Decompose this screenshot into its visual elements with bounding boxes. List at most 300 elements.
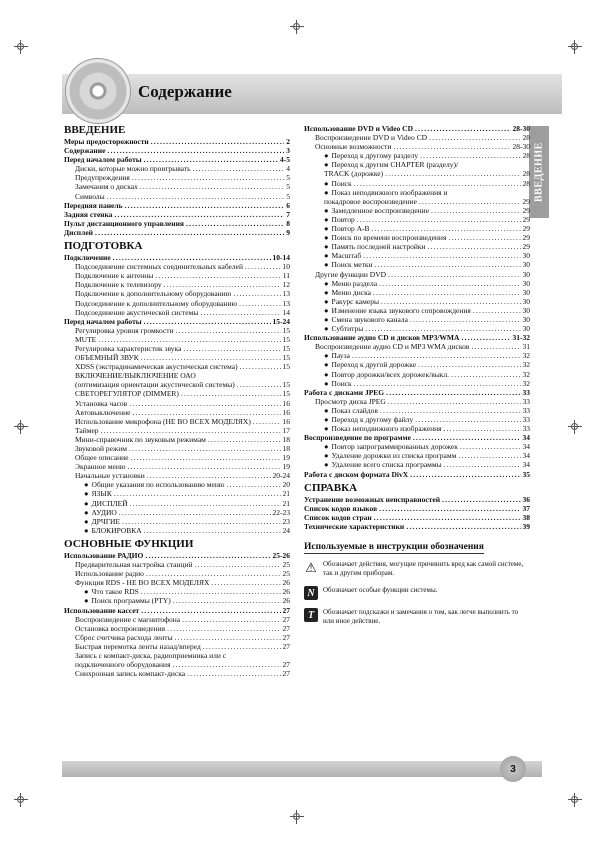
toc-entry-page: 30 [522, 287, 530, 297]
dot-leader [233, 289, 280, 298]
toc-entry[interactable] [304, 242, 530, 251]
registration-mark-mid-left [14, 420, 28, 434]
dot-leader [146, 569, 281, 578]
toc-entry-title: Показ неподвижного изображения [331, 424, 442, 434]
toc-entry-page: 15 [282, 343, 290, 353]
toc-entry[interactable] [64, 146, 290, 155]
dot-leader [132, 408, 280, 417]
toc-entry[interactable] [64, 317, 290, 326]
toc-entry[interactable] [64, 633, 290, 642]
toc-entry-page: 27 [282, 641, 290, 651]
toc-entry-page: 16 [282, 416, 290, 426]
toc-entry[interactable] [64, 435, 290, 444]
bullet-icon: ● [324, 369, 329, 379]
toc-entry-title: Экранное меню [75, 462, 126, 472]
toc-entry-title: Перед началом работы [64, 316, 142, 326]
toc-entry-page: 33 [522, 405, 530, 415]
toc-entry[interactable] [304, 315, 530, 324]
toc-entry[interactable] [64, 253, 290, 262]
toc-entry[interactable] [304, 397, 530, 406]
toc-entry[interactable] [304, 233, 530, 242]
toc-entry-title: ДИСПЛЕЙ [91, 498, 128, 508]
toc-entry-page: 15 [282, 389, 290, 399]
dot-leader [98, 335, 280, 344]
dot-leader [173, 596, 281, 605]
dot-leader [181, 389, 281, 398]
bullet-icon: ● [324, 278, 329, 288]
bullet-icon: ● [324, 224, 329, 234]
dot-leader [354, 179, 521, 188]
toc-entry[interactable] [64, 453, 290, 462]
toc-entry-page: 17 [282, 425, 290, 435]
toc-entry-page: 23 [282, 516, 290, 526]
dot-leader [129, 399, 280, 408]
toc-entry-title: MUTE [75, 334, 97, 344]
toc-entry-page: 31-32 [512, 333, 530, 343]
toc-entry[interactable] [64, 299, 290, 308]
toc-entry-page: 15 [282, 380, 290, 390]
legend [304, 531, 530, 626]
toc-entry[interactable] [64, 569, 290, 578]
toc-entry-title: Память последней настройки [331, 242, 426, 252]
bullet-icon: ● [324, 287, 329, 297]
toc-entry[interactable] [304, 388, 530, 397]
toc-entry-page: 32 [522, 369, 530, 379]
toc-entry[interactable] [304, 360, 530, 369]
toc-entry[interactable] [304, 279, 530, 288]
legend-item-text: Обозначает действия, могущие причинить вред как самой системе, так и другим приборам. [323, 560, 524, 578]
dot-leader [193, 164, 285, 173]
toc-entry-title: Запись с компакт-диска, радиоприемника или с [75, 650, 227, 660]
toc-entry-title: Переход к другому файлу [331, 415, 414, 424]
dot-leader [144, 526, 281, 535]
toc-entry-title: ОБЪЕМНЫЙ ЗВУК [75, 353, 139, 363]
dot-leader [113, 253, 271, 262]
toc-entry[interactable] [64, 389, 290, 398]
toc-entry[interactable] [64, 362, 290, 371]
toc-entry[interactable] [64, 289, 290, 298]
toc-entry[interactable] [64, 508, 290, 517]
toc-entry-title: Другие функции DVD [315, 269, 387, 279]
toc-entry-page: 29 [522, 242, 530, 252]
toc-entry[interactable] [64, 480, 290, 489]
dot-leader [187, 669, 280, 678]
page-number: 3 [500, 756, 526, 782]
toc-entry-page: 15 [282, 362, 290, 372]
toc-entry[interactable] [64, 262, 290, 271]
toc-entry-page: 28 [522, 133, 530, 143]
toc-entry[interactable] [64, 615, 290, 624]
toc-entry[interactable] [304, 142, 530, 151]
toc-entry-page: 19 [282, 453, 290, 463]
dot-leader [386, 388, 520, 397]
toc-entry[interactable] [64, 155, 290, 164]
toc-entry[interactable] [64, 596, 290, 605]
toc-entry-title: Пауза [331, 351, 350, 361]
toc-entry-page: 34 [522, 442, 530, 452]
toc-entry[interactable] [304, 169, 530, 178]
toc-entry-page: 14 [282, 307, 290, 317]
toc-entry[interactable] [304, 470, 530, 479]
dot-leader [354, 379, 521, 388]
toc-entry-title: Переход к другой дорожке [331, 360, 417, 370]
dot-leader [240, 362, 281, 371]
toc-entry-title: (оптимизация ориентации акустической системы) [75, 380, 235, 390]
dot-leader [164, 280, 281, 289]
toc-entry[interactable] [64, 280, 290, 289]
bullet-icon: ● [324, 260, 329, 270]
toc-entry[interactable] [304, 251, 530, 260]
toc-entry[interactable] [64, 182, 290, 191]
toc-entry-title: Поиск метки [331, 260, 373, 270]
toc-entry-title: Удаление дорожки из списка программ [331, 451, 457, 461]
toc-entry-page: 12 [282, 280, 290, 290]
toc-entry[interactable] [304, 351, 530, 360]
toc-entry[interactable] [304, 288, 530, 297]
toc-entry[interactable] [304, 133, 530, 142]
toc-entry-title: Основные возможности [315, 142, 392, 152]
toc-entry[interactable] [304, 188, 530, 197]
toc-entry[interactable] [304, 306, 530, 315]
dot-leader [461, 333, 510, 342]
toc-entry[interactable] [304, 433, 530, 442]
toc-entry[interactable] [64, 669, 290, 678]
bullet-icon: ● [324, 187, 329, 197]
toc-entry-title: Содержание [64, 146, 106, 156]
dot-leader [95, 228, 284, 237]
toc-entry[interactable] [64, 624, 290, 633]
toc-entry[interactable] [304, 260, 530, 269]
toc-entry[interactable] [304, 379, 530, 388]
bullet-icon: ● [324, 460, 329, 470]
toc-entry-title: Меню диска [331, 287, 371, 297]
toc-entry-page: 10 [282, 262, 290, 272]
dot-leader [420, 151, 520, 160]
bullet-icon: ● [324, 205, 329, 215]
toc-entry[interactable] [304, 160, 530, 169]
toc-entry-title: XDSS (экстрадинамическая акустическая система) [75, 362, 238, 372]
legend-title: Используемые в инструкции обозначения [304, 543, 484, 554]
toc-entry[interactable] [64, 173, 290, 182]
toc-entry-page: 28 [522, 178, 530, 188]
toc-entry-page: 32 [522, 378, 530, 388]
toc-entry[interactable] [64, 551, 290, 560]
dot-leader [444, 460, 521, 469]
toc-entry-page: 36 [522, 494, 530, 504]
dot-leader [130, 499, 281, 508]
toc-entry-title: Символы [75, 191, 105, 201]
toc-entry-title: Воспроизведение DVD и Video CD [315, 133, 428, 143]
toc-entry[interactable] [64, 408, 290, 417]
toc-entry-page: 9 [286, 227, 290, 237]
side-tab [529, 126, 549, 218]
dot-leader [183, 344, 280, 353]
bullet-icon: ● [84, 507, 89, 517]
toc-entry[interactable] [64, 526, 290, 535]
toc-entry-title: Что такое RDS [91, 587, 139, 597]
toc-entry-title: Функция RDS - НЕ ВО ВСЕХ МОДЕЛЯХ [75, 578, 210, 588]
toc-entry[interactable] [304, 370, 530, 379]
toc-entry-page: 31 [522, 342, 530, 352]
toc-entry[interactable] [64, 426, 290, 435]
toc-entry[interactable] [64, 219, 290, 228]
toc-entry-page: 29 [522, 196, 530, 206]
header-band [62, 74, 562, 114]
bullet-icon: ● [324, 305, 329, 315]
toc-entry[interactable] [304, 333, 530, 342]
dot-leader [431, 206, 520, 215]
toc-entry-title: Повтор запрограммированных дорожек [331, 442, 458, 452]
toc-entry-page: 26 [282, 587, 290, 597]
toc-entry[interactable] [304, 504, 530, 513]
tip-icon: T [304, 608, 318, 622]
toc-entry-page: 25 [282, 569, 290, 579]
toc-entry[interactable] [64, 344, 290, 353]
section-heading: ВВЕДЕНИЕ [64, 124, 126, 136]
toc-entry-title: Использование радио [75, 569, 144, 579]
dot-leader [226, 480, 280, 489]
dot-leader [415, 124, 511, 133]
toc-entry[interactable] [64, 578, 290, 587]
toc-entry-title: Использование микрофона (НЕ ВО ВСЕХ МОДЕЛЯХ) [75, 416, 251, 426]
bullet-icon: ● [324, 160, 329, 170]
toc-entry-title: Предупреждения [75, 173, 130, 183]
dot-leader [415, 415, 520, 424]
page-title: Содержание [138, 82, 232, 101]
toc-entry[interactable] [64, 642, 290, 651]
bullet-icon: ● [84, 480, 89, 490]
toc-entry[interactable] [304, 151, 530, 160]
toc-entry-title: Задняя стенка [64, 209, 113, 219]
toc-entry[interactable] [304, 297, 530, 306]
dot-leader [458, 451, 520, 460]
toc-entry-title: Список кодов стран [304, 512, 372, 522]
toc-entry-title: Меню раздела [331, 278, 378, 288]
dot-leader [155, 271, 280, 280]
toc-entry[interactable] [64, 651, 290, 660]
toc-entry[interactable] [64, 399, 290, 408]
toc-entry-page: 18 [282, 434, 290, 444]
dot-leader [107, 192, 285, 201]
toc-entry[interactable] [304, 124, 530, 133]
dot-leader [365, 324, 520, 333]
dot-leader [410, 470, 520, 479]
toc-entry-title: Поиск программы (PTY) [91, 596, 171, 606]
toc-entry[interactable] [304, 424, 530, 433]
toc-entry-page: 16 [282, 398, 290, 408]
dot-leader [471, 342, 520, 351]
toc-entry-page: 30 [522, 260, 530, 270]
bullet-icon: ● [324, 296, 329, 306]
toc-entry-title: АУДИО [91, 507, 117, 517]
dot-leader [200, 308, 280, 317]
toc-entry-page: 5 [286, 191, 290, 201]
toc-entry[interactable] [64, 606, 290, 615]
toc-entry[interactable] [304, 215, 530, 224]
toc-entry[interactable] [64, 417, 290, 426]
toc-entry-page: 13 [282, 298, 290, 308]
toc-entry[interactable] [304, 513, 530, 522]
toc-entry-page: 5 [286, 182, 290, 192]
toc-entry-title: Список кодов языков [304, 503, 378, 513]
toc-entry-title: Общие указания по использованию меню [91, 480, 225, 490]
toc-entry[interactable] [64, 164, 290, 173]
bullet-icon: ● [324, 442, 329, 452]
toc-entry[interactable] [64, 499, 290, 508]
dot-leader [208, 435, 281, 444]
toc-entry[interactable] [64, 371, 290, 380]
toc-entry-page: 15 [282, 325, 290, 335]
toc-entry-page: 8 [286, 218, 290, 228]
toc-entry-title: Подсоединение системных соединительных кабелей [75, 262, 243, 272]
toc-entry[interactable] [64, 517, 290, 526]
toc-entry-page: 30 [522, 278, 530, 288]
special-function-icon: N [304, 586, 318, 600]
toc-entry-title: Начальные установки [75, 471, 145, 481]
toc-entry-page: 19 [282, 462, 290, 472]
dot-leader [253, 417, 281, 426]
toc-entry-title: Подключение к дополнительному оборудованию [75, 289, 232, 299]
toc-entry-page: 3 [286, 146, 290, 156]
section-heading: ОСНОВНЫЕ ФУНКЦИИ [64, 537, 194, 550]
dot-leader [203, 642, 281, 651]
toc-entry-title: Использование DVD и Video CD [304, 124, 413, 133]
toc-entry-title: Просмотр диска JPEG [315, 396, 386, 406]
toc-entry-title: Синхронная запись компакт-диска [75, 669, 186, 679]
toc-entry[interactable] [64, 660, 290, 669]
dot-leader [127, 462, 280, 471]
toc-entry[interactable] [64, 471, 290, 480]
toc-entry[interactable] [64, 587, 290, 596]
toc-entry[interactable] [304, 197, 530, 206]
dot-leader [140, 182, 284, 191]
toc-entry[interactable] [64, 489, 290, 498]
dot-leader [132, 173, 284, 182]
toc-entry-page: 33 [522, 387, 530, 397]
toc-entry[interactable] [304, 522, 530, 531]
toc-entry-title: Передняя панель [64, 200, 123, 210]
footer-band [62, 761, 542, 777]
toc-entry-title: Субтитры [331, 324, 364, 334]
toc-entry-title: Перед началом работы [64, 155, 142, 165]
toc-entry-page: 28 [522, 151, 530, 161]
toc-entry-title: Меры предосторожности [64, 137, 149, 146]
toc-entry[interactable] [64, 380, 290, 389]
toc-entry-page: 29 [522, 233, 530, 243]
toc-entry[interactable] [304, 415, 530, 424]
dot-leader [167, 624, 280, 633]
legend-item [304, 608, 530, 626]
toc-entry-title: Устранение возможных неисправностей [304, 494, 441, 504]
dot-leader [406, 522, 520, 531]
toc-entry[interactable] [304, 495, 530, 504]
toc-entry[interactable] [64, 271, 290, 280]
toc-entry[interactable] [64, 353, 290, 362]
bullet-icon: ● [324, 233, 329, 243]
dot-leader [429, 133, 520, 142]
toc-entry-page: 27 [282, 660, 290, 670]
toc-entry-title: Переход к другому разделу [331, 151, 419, 161]
toc-entry-page: 10-14 [272, 253, 290, 263]
toc-entry-page: 32 [522, 360, 530, 370]
bullet-icon: ● [324, 324, 329, 334]
toc-entry-page: 29 [522, 214, 530, 224]
dot-leader [195, 560, 281, 569]
toc-entry[interactable] [304, 442, 530, 451]
toc-entry[interactable] [64, 560, 290, 569]
toc-entry-page: 4-5 [280, 155, 290, 165]
toc-entry[interactable] [304, 451, 530, 460]
dot-leader [144, 317, 271, 326]
toc-entry[interactable] [64, 308, 290, 317]
toc-entry-page: 21 [282, 489, 290, 499]
dot-leader [380, 406, 521, 415]
dot-leader [393, 142, 510, 151]
toc-entry-title: Поиск [331, 178, 352, 188]
toc-entry-page: 6 [286, 200, 290, 210]
bullet-icon: ● [324, 251, 329, 261]
dot-leader [144, 155, 278, 164]
toc-entry[interactable] [64, 444, 290, 453]
toc-entry[interactable] [64, 201, 290, 210]
dot-leader [141, 606, 280, 615]
bullet-icon: ● [324, 405, 329, 415]
toc-entry-title: Работа с дисками JPEG [304, 387, 385, 397]
dot-leader [388, 397, 521, 406]
toc-entry-title: Быстрая перемотка ленты назад/вперед [75, 641, 201, 651]
toc-entry-page: 32 [522, 351, 530, 361]
toc-entry-title: Регулировка уровня громкости [75, 325, 174, 335]
toc-entry[interactable] [304, 270, 530, 279]
toc-entry[interactable] [64, 192, 290, 201]
toc-entry[interactable] [64, 462, 290, 471]
toc-entry-page: 26 [282, 596, 290, 606]
toc-entry[interactable] [64, 335, 290, 344]
dot-leader [388, 270, 520, 279]
toc-entry-title: Дисплей [64, 227, 93, 237]
toc-entry-page: 38 [522, 512, 530, 522]
dot-leader [374, 513, 521, 522]
toc-entry[interactable] [304, 342, 530, 351]
toc-entry[interactable] [304, 179, 530, 188]
toc-entry[interactable] [304, 406, 530, 415]
toc-entry-page: 29 [522, 224, 530, 234]
toc-entry-title: Ракурс камеры [331, 296, 379, 306]
bullet-icon: ● [324, 351, 329, 361]
toc-entry-page: 5 [286, 173, 290, 183]
toc-entry[interactable] [304, 460, 530, 469]
toc-entry[interactable] [304, 206, 530, 215]
registration-mark-bottom-left [14, 793, 28, 807]
toc-entry[interactable] [64, 228, 290, 237]
dot-leader [114, 489, 281, 498]
toc-entry-page: 11 [282, 271, 290, 281]
bullet-icon: ● [84, 498, 89, 508]
dot-leader [129, 444, 281, 453]
toc-entry-page: 26 [282, 578, 290, 588]
toc-entry[interactable] [64, 210, 290, 219]
dot-leader [141, 587, 281, 596]
toc-entry-title: Автовыключение [75, 407, 131, 417]
toc-entry-page: 4 [286, 164, 290, 174]
toc-entry[interactable] [64, 326, 290, 335]
toc-entry[interactable] [64, 137, 290, 146]
toc-entry-title: TRACK (дорожке) [324, 169, 384, 179]
toc-entry[interactable] [304, 324, 530, 333]
toc-entry[interactable] [304, 224, 530, 233]
toc-entry-title: Предварительная настройка станций [75, 560, 193, 570]
toc-entry-title: Подключение [64, 253, 111, 263]
